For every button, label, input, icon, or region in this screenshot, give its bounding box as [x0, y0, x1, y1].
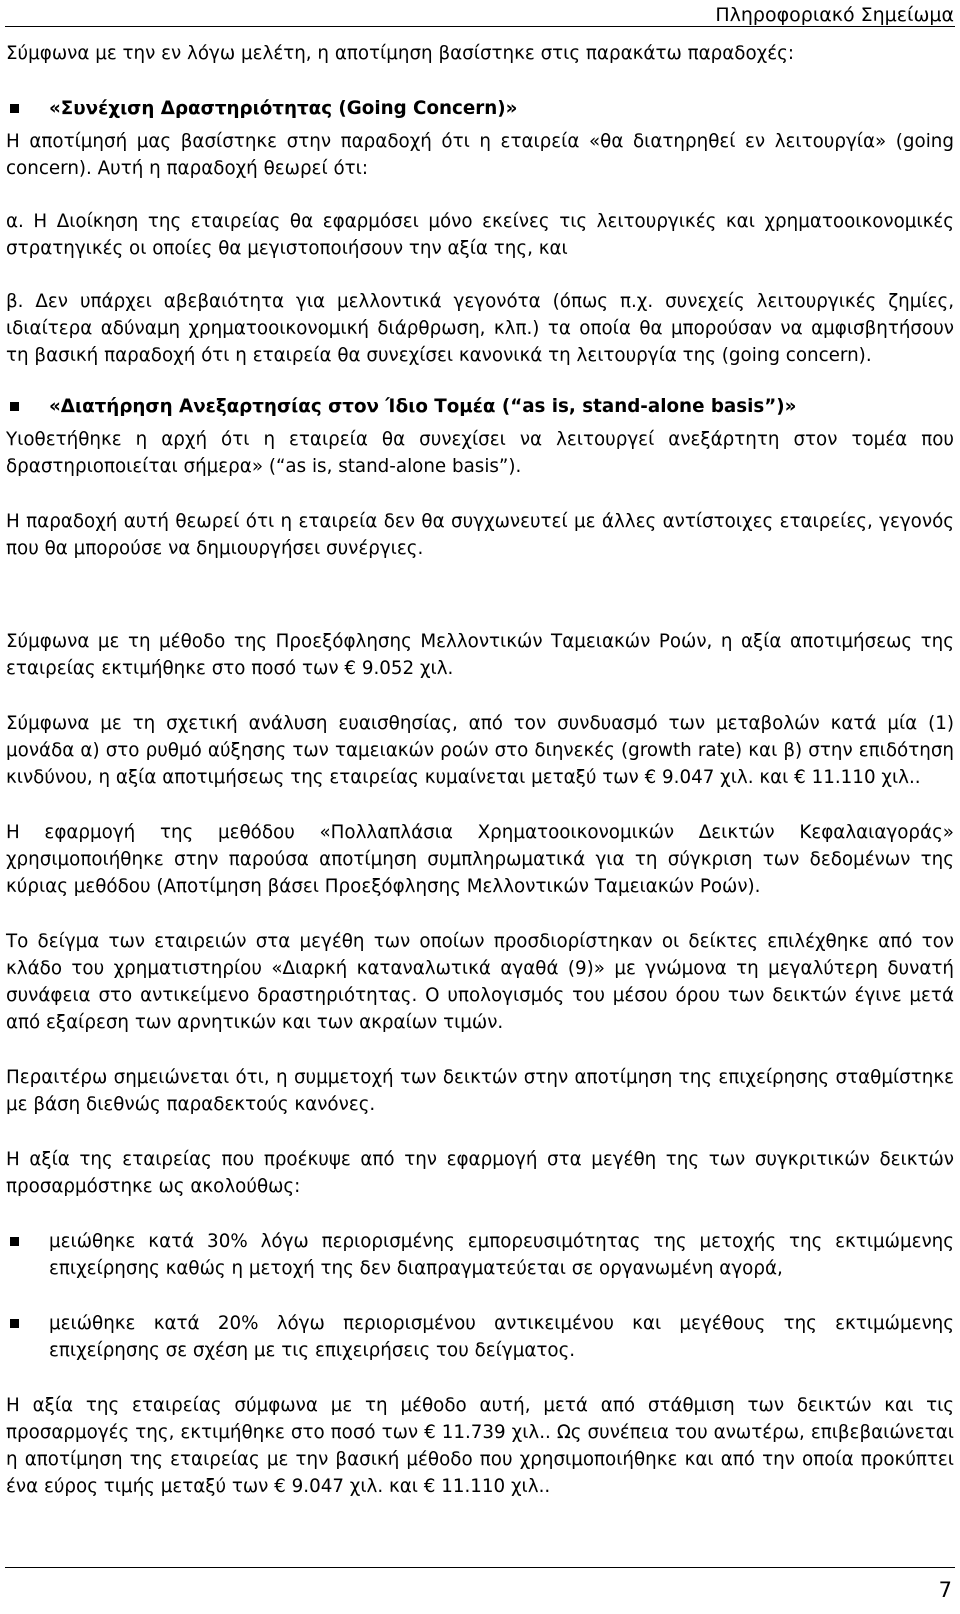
going-concern-text: Η αποτίμησή μας βασίστηκε στην παραδοχή ότι η εταιρεία «θα διατηρηθεί εν λειτουργία» (going concern). Αυτή η παραδοχή θεωρεί ότι:: [6, 131, 954, 179]
header-divider: [5, 26, 955, 27]
stand-alone-text-1: Υιοθετήθηκε η αρχή ότι η εταιρεία θα συνεχίσει να λειτουργεί ανεξάρτητη στον τομέα που δραστηριοποιείται σήμερα» (“as is, stand-alone basis”).: [6, 429, 954, 477]
going-concern-item-b: β. Δεν υπάρχει αβεβαιότητα για μελλοντικά γεγονότα (όπως π.χ. συνεχείς λειτουργικές ζημίες, ιδιαίτερα αδύναμη χρηματοοικονομική διάρθρωση, κλπ.) τα οποία θα μπορούσαν να αμφισβητήσουν τη βασική παραδοχή ότι η εταιρεία θα συνεχίσει κανονικά τη λειτουργία της (going concern).: [6, 291, 954, 366]
going-concern-heading-row: [6, 95, 954, 122]
stand-alone-heading-row: [6, 393, 954, 420]
adjusted-paragraph: Περαιτέρω σημειώνεται ότι, η συμμετοχή των δεικτών στην αποτίμηση της επιχείρησης σταθμίστηκε με βάση διεθνώς παραδεκτούς κανόνες.: [6, 1067, 954, 1115]
stand-alone-text-2: Η παραδοχή αυτή θεωρεί ότι η εταιρεία δεν θα συγχωνευτεί με άλλες αντίστοιχες εταιρείες, γεγονός που θα μπορούσε να δημιουργήσει συνέργιες.: [6, 511, 954, 559]
square-bullet-icon: [10, 1319, 19, 1328]
multiples-paragraph: Η εφαρμογή της μεθόδου «Πολλαπλάσια Χρηματοοικονομικών Δεικτών Κεφαλαιαγοράς» χρησιμοποιήθηκε στην παρούσα αποτίμηση συμπληρωματικά για τη σύγκριση των δεδομένων της κύριας μεθόδου (Αποτίμηση βάσει Προεξόφλησης Μελλοντικών Ταμειακών Ροών).: [6, 822, 954, 897]
sample-paragraph: Το δείγμα των εταιρειών στα μεγέθη των οποίων προσδιορίστηκαν οι δείκτες επιλέχθηκε από τον κλάδο του χρηματιστηρίου «Διαρκή καταναλωτικά αγαθά (9)» με γνώμονα τη μεγαλύτερη δυνατή συνάφεια στο αντικείμενο δραστηριότητας. Ο υπολογισμός του μέσου όρου των δεικτών έγινε μετά από εξαίρεση των αρνητικών και των ακραίων τιμών.: [6, 931, 954, 1033]
going-concern-item-a: α. Η Διοίκηση της εταιρείας θα εφαρμόσει μόνο εκείνες τις λειτουργικές και χρηματοοικονομικές στρατηγικές οι οποίες θα μεγιστοποιήσουν την αξία της, και: [6, 211, 954, 259]
adjustment-bullet-1: [6, 1228, 954, 1282]
going-concern-heading: «Συνέχιση Δραστηριότητας (Going Concern)»: [49, 98, 518, 119]
page-number: 7: [938, 1578, 952, 1602]
sensitivity-paragraph: Σύμφωνα με τη σχετική ανάλυση ευαισθησίας, από τον συνδυασμό των μεταβολών κατά μία (1) μονάδα α) στο ρυθμό αύξησης των ταμειακών ροών στο διηνεκές (growth rate) και β) στην επιδότηση κινδύνου, η αξία αποτιμήσεως της εταιρείας κυμαίνεται μεταξύ των € 9.047 χιλ. και € 11.110 χιλ..: [6, 713, 954, 788]
adjustment-bullet-1-text: μειώθηκε κατά 30% λόγω περιορισμένης εμπορευσιμότητας της μετοχής της εκτιμώμενης επιχείρησης καθώς η μετοχή της δεν διαπραγματεύεται σε οργανωμένη αγορά,: [49, 1231, 954, 1279]
document-body: [6, 40, 954, 1528]
document-title: Πληροφοριακό Σημείωμα: [715, 4, 954, 26]
dcf-paragraph: Σύμφωνα με τη μέθοδο της Προεξόφλησης Μελλοντικών Ταμειακών Ροών, η αξία αποτιμήσεως της εταιρείας εκτιμήθηκε στο ποσό των € 9.052 χιλ.: [6, 631, 954, 679]
stand-alone-heading: «Διατήρηση Ανεξαρτησίας στον Ίδιο Τομέα (“as is, stand-alone basis”)»: [49, 396, 797, 417]
square-bullet-icon: [10, 1237, 19, 1246]
footer-divider: [5, 1567, 955, 1568]
intro-paragraph: Σύμφωνα με την εν λόγω μελέτη, η αποτίμηση βασίστηκε στις παρακάτω παραδοχές:: [6, 43, 794, 64]
adjustment-bullet-2: [6, 1310, 954, 1364]
square-bullet-icon: [10, 104, 19, 113]
conclusion-paragraph: Η αξία της εταιρείας σύμφωνα με τη μέθοδο αυτή, μετά από στάθμιση των δεικτών και τις προσαρμογές της, εκτιμήθηκε στο ποσό των € 11.739 χιλ.. Ως συνέπεια του ανωτέρω, επιβεβαιώνεται η αποτίμηση της εταιρείας με την βασική μέθοδο που χρησιμοποιήθηκε και από την οποία προκύπτει ένα εύρος τιμής μεταξύ των € 9.047 χιλ. και € 11.110 χιλ..: [6, 1395, 954, 1497]
square-bullet-icon: [10, 402, 19, 411]
adjustment-bullet-2-text: μειώθηκε κατά 20% λόγω περιορισμένου αντικειμένου και μεγέθους της εκτιμώμενης επιχείρησης σε σχέση με τις επιχειρήσεις του δείγματος.: [49, 1313, 954, 1361]
value-intro-paragraph: Η αξία της εταιρείας που προέκυψε από την εφαρμογή στα μεγέθη της των συγκριτικών δεικτών προσαρμόστηκε ως ακολούθως:: [6, 1149, 954, 1197]
